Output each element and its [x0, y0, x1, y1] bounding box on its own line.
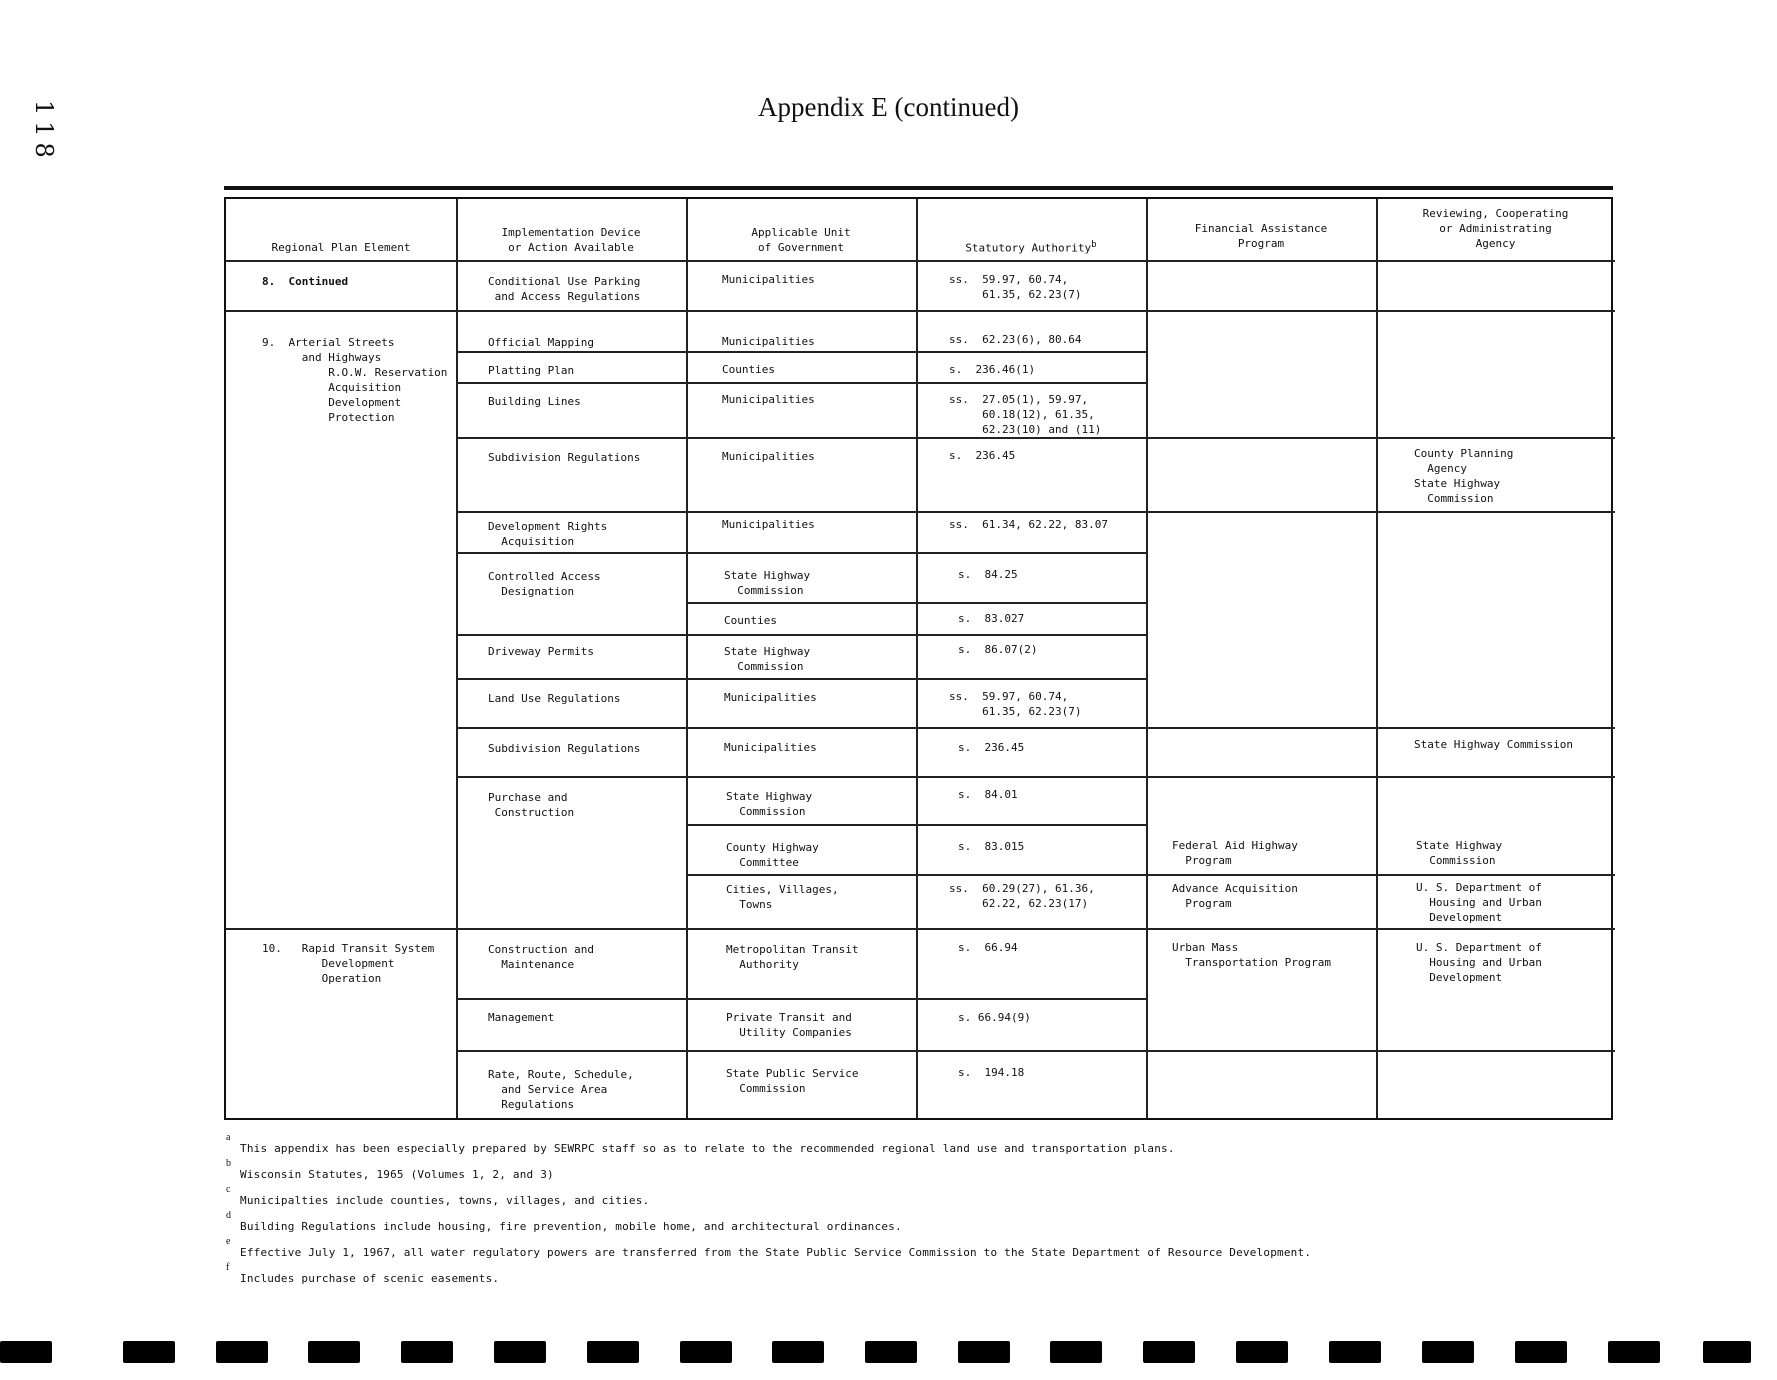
agency-cell: U. S. Department of Housing and Urban Development [1416, 881, 1542, 924]
device-cell: Land Use Regulations [488, 692, 621, 705]
binding-mark [1422, 1341, 1474, 1363]
unit-cell: County Highway Committee [726, 841, 819, 869]
unit-cell: Municipalities [722, 450, 815, 463]
row-divider [456, 552, 1146, 554]
unit-cell: Municipalities [722, 518, 815, 531]
binding-mark [1050, 1341, 1102, 1363]
header-statutory-authority [916, 237, 1146, 256]
footnote [224, 1184, 1624, 1216]
binding-mark [494, 1341, 546, 1363]
authority-cell: ss. 60.29(27), 61.36, 62.22, 62.23(17) [949, 882, 1095, 910]
appendix-table [224, 197, 1613, 1120]
header-reviewing-agency: Reviewing, Cooperating or Administrating Agency [1422, 207, 1569, 250]
device-cell: Subdivision Regulations [488, 742, 641, 755]
unit-cell: Municipalities [724, 741, 817, 754]
footnote-mark: c [226, 1184, 231, 1195]
program-cell: Urban Mass Transportation Program [1172, 941, 1331, 969]
page-title: Appendix E (continued) [758, 92, 1019, 122]
col-divider [456, 199, 458, 1118]
authority-cell: ss. 62.23(6), 80.64 [949, 333, 1082, 346]
row-divider [456, 382, 1146, 384]
col-divider [1376, 199, 1378, 1118]
binding-mark [865, 1341, 917, 1363]
binding-mark [958, 1341, 1010, 1363]
element-9: 9. Arterial Streets and Highways R.O.W. Reservation Acquisition Development Protection [262, 336, 448, 424]
row-divider [686, 824, 1146, 826]
agency-cell: County Planning Agency State Highway Commission [1414, 447, 1514, 505]
authority-cell: s. 66.94 [958, 941, 1018, 954]
footnote-text: Municipalties include counties, towns, villages, and cities. [240, 1194, 650, 1207]
unit-cell: State Highway Commission [726, 790, 813, 818]
binding-mark [1236, 1341, 1288, 1363]
row-divider [456, 678, 1146, 680]
binding-mark [1329, 1341, 1381, 1363]
device-cell: Purchase and Construction [488, 791, 575, 819]
authority-cell: s. 66.94(9) [958, 1011, 1031, 1024]
row-divider [226, 310, 1615, 312]
device-cell: Platting Plan [488, 364, 575, 377]
unit-cell: State Highway Commission [724, 569, 811, 597]
binding-mark [1515, 1341, 1567, 1363]
device-cell: Conditional Use Parking and Access Regulations [488, 275, 641, 303]
unit-cell: Municipalities [722, 393, 815, 406]
binding-mark [0, 1341, 52, 1363]
binding-mark [216, 1341, 268, 1363]
device-cell: Driveway Permits [488, 645, 594, 658]
footnotes [224, 1132, 1624, 1294]
authority-cell: ss. 59.97, 60.74, 61.35, 62.23(7) [949, 690, 1082, 718]
authority-cell: s. 236.46(1) [949, 363, 1036, 376]
authority-cell: ss. 61.34, 62.22, 83.07 [949, 518, 1108, 531]
program-cell: Advance Acquisition Program [1172, 882, 1298, 910]
authority-cell: s. 83.015 [958, 840, 1025, 853]
col-divider [686, 199, 688, 1118]
row-divider [456, 351, 1146, 353]
footnote-text: Building Regulations include housing, fire prevention, mobile home, and architectural ordinances. [240, 1220, 902, 1233]
binding-mark [587, 1341, 639, 1363]
footnote-mark: e [226, 1236, 231, 1247]
unit-cell: Municipalities [722, 335, 815, 348]
col-divider [916, 199, 918, 1118]
footnote [224, 1132, 1624, 1164]
authority-cell: s. 83.027 [958, 612, 1025, 625]
device-cell: Controlled Access Designation [488, 570, 601, 598]
header-financial-assistance: Financial Assistance Program [1194, 222, 1328, 250]
unit-cell: State Highway Commission [724, 645, 811, 673]
agency-cell: State Highway Commission [1416, 839, 1503, 867]
unit-cell: Counties [722, 363, 775, 376]
footnote-text: This appendix has been especially prepared by SEWRPC staff so as to relate to the recommended regional land use and transportation plans. [240, 1142, 1175, 1155]
unit-cell: Counties [724, 614, 777, 627]
authority-cell: s. 236.45 [949, 449, 1016, 462]
unit-cell: Cities, Villages, Towns [726, 883, 839, 911]
footnote-text: Wisconsin Statutes, 1965 (Volumes 1, 2, and 3) [240, 1168, 554, 1181]
agency-cell: U. S. Department of Housing and Urban Development [1416, 941, 1542, 984]
header-statutory-authority-text: Statutory Authority [965, 241, 1092, 255]
authority-cell: ss. 59.97, 60.74, 61.35, 62.23(7) [949, 273, 1082, 301]
footnote-text: Effective July 1, 1967, all water regulatory powers are transferred from the State Public Service Commission to the State Department of Resource Development. [240, 1246, 1312, 1259]
program-cell: Federal Aid Highway Program [1172, 839, 1298, 867]
authority-cell: s. 236.45 [958, 741, 1025, 754]
device-cell: Official Mapping [488, 336, 594, 349]
binding-mark [123, 1341, 175, 1363]
row-divider [456, 511, 1615, 513]
agency-cell: State Highway Commission [1414, 738, 1573, 751]
unit-cell: Metropolitan Transit Authority [726, 943, 859, 971]
element-10: 10. Rapid Transit System Development Operation [262, 942, 435, 985]
header-implementation-device: Implementation Device or Action Available [501, 226, 641, 254]
binding-mark [1608, 1341, 1660, 1363]
device-cell: Development Rights Acquisition [488, 520, 608, 548]
authority-cell: s. 194.18 [958, 1066, 1025, 1079]
authority-cell: ss. 27.05(1), 59.97, 60.18(12), 61.35, 62.23(10) and (11) [949, 393, 1102, 436]
header-regional-plan-element: Regional Plan Element [271, 241, 411, 254]
row-divider [686, 602, 1146, 604]
footnote-mark: b [226, 1158, 231, 1169]
binding-mark [1703, 1341, 1751, 1363]
binding-mark [401, 1341, 453, 1363]
binding-mark [680, 1341, 732, 1363]
device-cell: Rate, Route, Schedule, and Service Area Regulations [488, 1068, 634, 1111]
authority-cell: s. 84.01 [958, 788, 1018, 801]
header-divider [226, 260, 1615, 262]
footnote [224, 1158, 1624, 1190]
binding-mark [308, 1341, 360, 1363]
unit-cell: Municipalities [724, 691, 817, 704]
element-8: 8. Continued [262, 275, 349, 288]
footnote [224, 1262, 1624, 1294]
header-applicable-unit: Applicable Unit of Government [751, 226, 851, 254]
footnote [224, 1210, 1624, 1242]
page-number: 118 [30, 100, 58, 164]
binding-mark [772, 1341, 824, 1363]
top-rule [224, 186, 1613, 190]
unit-cell: Private Transit and Utility Companies [726, 1011, 852, 1039]
binding-marks [0, 1341, 1777, 1363]
col-divider [1146, 199, 1148, 1118]
footnote-text: Includes purchase of scenic easements. [240, 1272, 500, 1285]
row-divider [456, 776, 1615, 778]
device-cell: Construction and Maintenance [488, 943, 594, 971]
footnote [224, 1236, 1624, 1268]
binding-mark [1143, 1341, 1195, 1363]
row-divider [456, 998, 1146, 1000]
row-divider [456, 634, 1146, 636]
row-divider [456, 1050, 1615, 1052]
footnote-mark: f [226, 1262, 230, 1273]
row-divider [686, 874, 1615, 876]
device-cell: Management [488, 1011, 555, 1024]
footnote-mark: d [226, 1210, 231, 1221]
footnote-marker: b [1091, 239, 1097, 250]
authority-cell: s. 84.25 [958, 568, 1018, 581]
row-divider [456, 727, 1615, 729]
authority-cell: s. 86.07(2) [958, 643, 1038, 656]
row-divider [456, 437, 1615, 439]
footnote-mark: a [226, 1132, 231, 1143]
device-cell: Subdivision Regulations [488, 451, 641, 464]
device-cell: Building Lines [488, 395, 581, 408]
unit-cell: Municipalities [722, 273, 815, 286]
unit-cell: State Public Service Commission [726, 1067, 859, 1095]
row-divider [226, 928, 1615, 930]
